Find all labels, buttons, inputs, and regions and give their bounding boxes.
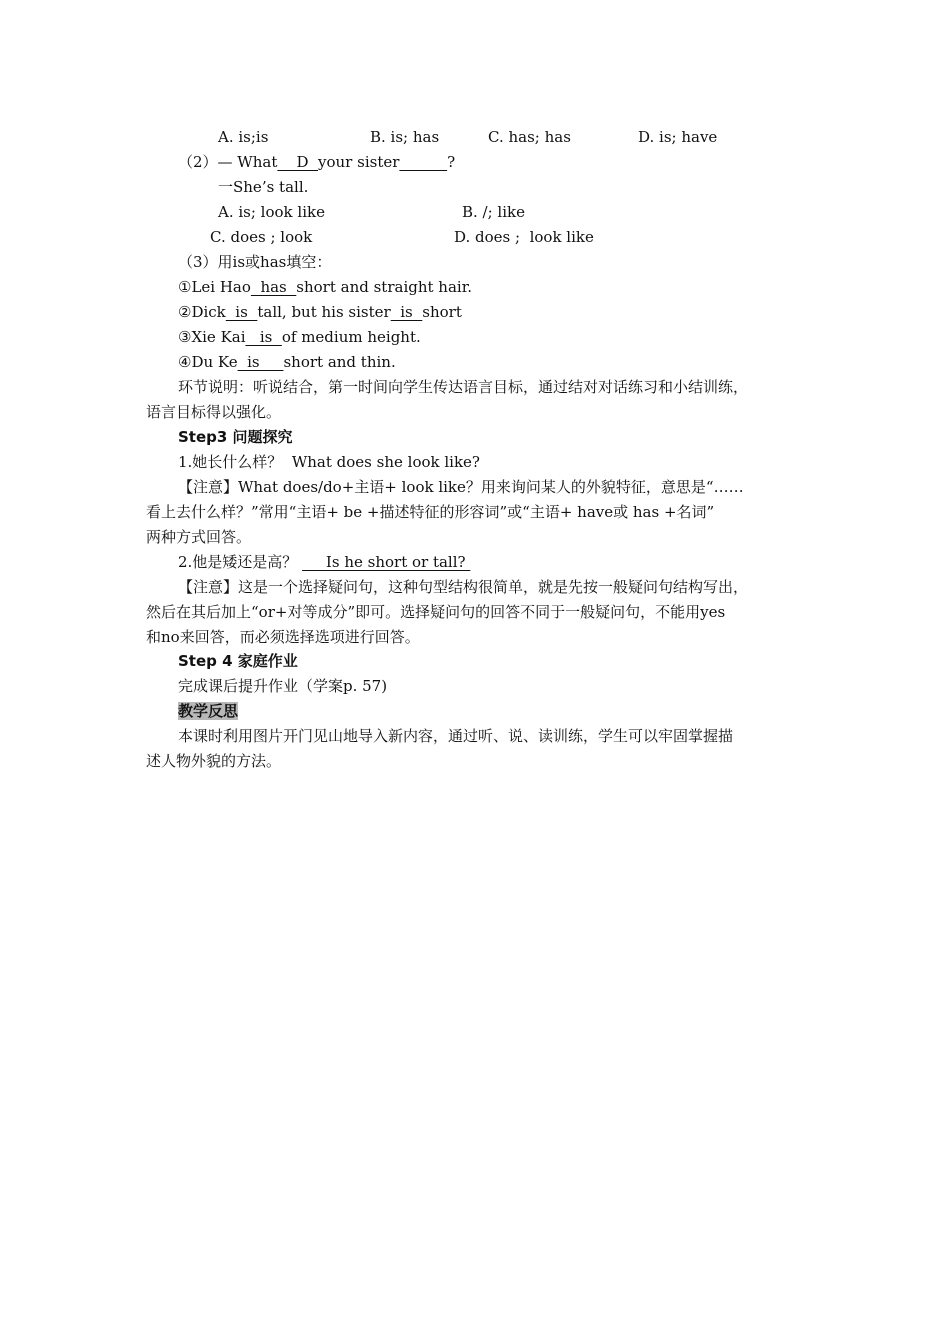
reflection-line-1: 本课时利用图片开门见山地导入新内容，通过听、说、读训练，学生可以牢固掌握描 (178, 727, 734, 745)
step3-tip2-line-2: 然后在其后加上“or+对等成分”即可。选择疑问句的回答不同于一般疑问句，不能用yes (146, 603, 726, 621)
q2-option-c: C. does ; look (210, 228, 313, 246)
step3-tip1-line-1: 【注意】What does/do+主语+ look like？用来询问某人的外貌特征，意思是“…… (178, 478, 744, 496)
q1-option-a: A. is;is (218, 128, 269, 146)
q1-option-c: C. has; has (488, 128, 571, 146)
q1-option-d: D. is; have (638, 128, 718, 146)
q3-title: （3）用is或has填空： (178, 253, 332, 271)
q3-sentence-3: ③Xie Kai is of medium height. (178, 328, 421, 346)
q2-blank-1: D (277, 153, 319, 171)
step3-tip2-line-3: 和no来回答，而必须选择选项进行回答。 (146, 628, 420, 646)
step3-tip2-line-1: 【注意】这是一个选择疑问句，这种句型结构很简单，就是先按一般疑问句结构写出， (178, 578, 749, 596)
step4-text: 完成课后提升作业（学案p. 57) (178, 677, 388, 695)
q2-option-d: D. does ; look like (454, 228, 594, 246)
step3-tip1-line-3: 两种方式回答。 (146, 528, 252, 546)
step3-question-1: 1.她长什么样？ What does she look like? (178, 453, 480, 471)
step3-question-2: 2.他是矮还是高？ Is he short or tall? (178, 553, 471, 571)
q2-question: （2）— What D your sister ? (178, 153, 456, 171)
reflection-line-2: 述人物外貌的方法。 (146, 752, 282, 770)
section-note-line-2: 语言目标得以强化。 (146, 403, 282, 421)
q2-option-a: A. is; look like (218, 203, 325, 221)
q3-sentence-4: ④Du Ke is short and thin. (178, 353, 396, 371)
q3-sentence-1: ①Lei Hao has short and straight hair. (178, 278, 472, 296)
q1-option-b: B. is; has (370, 128, 440, 146)
step4-heading: Step 4 家庭作业 (178, 652, 298, 670)
step3-question-2-answer: Is he short or tall? (302, 553, 471, 571)
q2-answer: 一She’s tall. (218, 178, 309, 196)
section-note-line-1: 环节说明：听说结合，第一时间向学生传达语言目标，通过结对对话练习和小结训练， (178, 378, 749, 396)
q2-blank-2 (399, 153, 447, 171)
q3-sentence-2: ②Dick is tall, but his sister is short (178, 303, 462, 321)
q2-option-b: B. /; like (462, 203, 525, 221)
step3-heading: Step3 问题探究 (178, 428, 293, 446)
reflection-heading: 教学反思 (178, 702, 239, 720)
step3-tip1-line-2: 看上去什么样？”常用“主语+ be +描述特征的形容词”或“主语+ have或 has +名词” (146, 503, 715, 521)
